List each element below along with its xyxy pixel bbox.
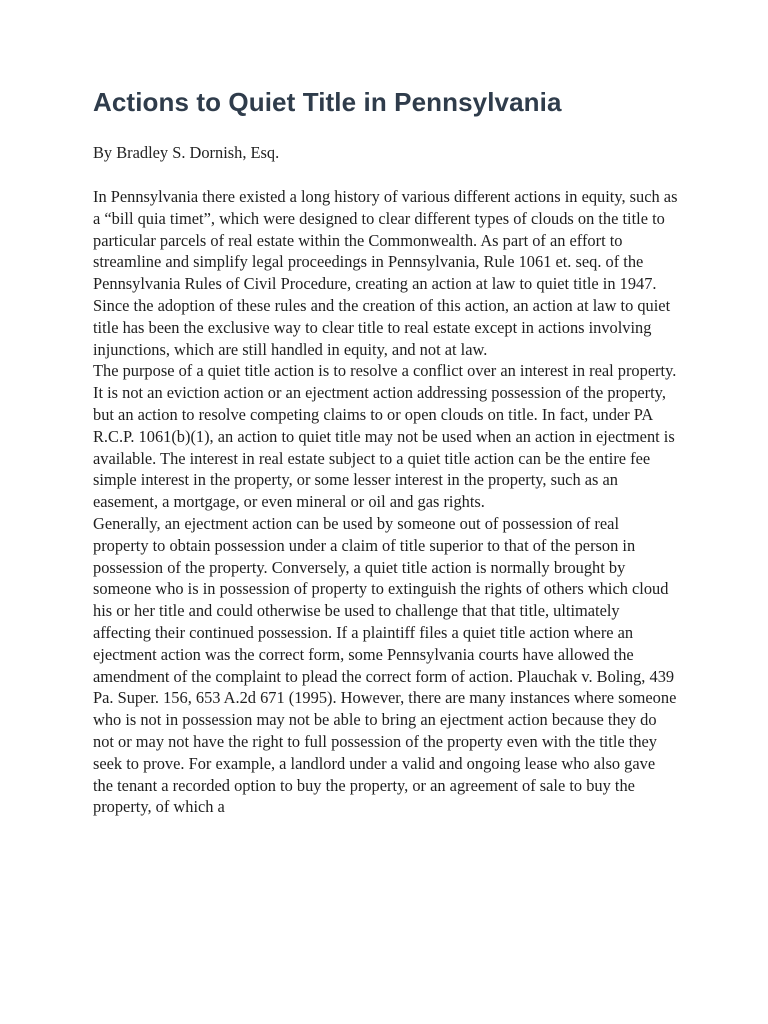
body-paragraph-2: The purpose of a quiet title action is to resolve a conflict over an interest in real property. It is not an eviction action or an ejectment action addressing possession of the property, but an action to resolve competing claims to or open clouds on title. In fact, under PA R.C.P. 1061(b)(1), an action to quiet title may not be used when an action in ejectment is available. The interest in real estate subject to a quiet title action can be the entire fee simple interest in the property, or some lesser interest in the property, such as an easement, a mortgage, or even mineral or oil and gas rights. xyxy=(93,361,677,512)
document-body xyxy=(93,186,678,818)
author-byline: By Bradley S. Dornish, Esq. xyxy=(93,143,280,162)
body-paragraph-1: In Pennsylvania there existed a long history of various different actions in equity, such as a “bill quia timet”, which were designed to clear different types of clouds on the title to particular parcels of real estate within the Commonwealth. As part of an effort to streamline and simplify legal proceedings in Pennsylvania, Rule 1061 et. seq. of the Pennsylvania Rules of Civil Procedure, creating an action at law to quiet title in 1947. Since the adoption of these rules and the creation of this action, an action at law to quiet title has been the exclusive way to clear title to real estate except in actions involving injunctions, which are still handled in equity, and not at law. xyxy=(93,187,678,359)
document-title: Actions to Quiet Title in Pennsylvania xyxy=(93,87,562,117)
body-paragraph-3: Generally, an ejectment action can be used by someone out of possession of real property to obtain possession under a claim of title superior to that of the person in possession of the property. Conversely, a quiet title action is normally brought by someone who is in possession of property to extinguish the rights of others which cloud his or her title and could otherwise be used to challenge that that title, ultimately affecting their continued possession. If a plaintiff files a quiet title action where an ejectment action was the correct form, some Pennsylvania courts have allowed the amendment of the complaint to plead the correct form of action. Plauchak v. Boling, 439 Pa. Super. 156, 653 A.2d 671 (1995). However, there are many instances where someone who is not in possession may not be able to bring an ejectment action because they do not or may not have the right to full possession of the property even with the title they seek to prove. For example, a landlord under a valid and ongoing lease who also gave the tenant a recorded option to buy the property, or an agreement of sale to buy the property, of which a xyxy=(93,513,677,817)
